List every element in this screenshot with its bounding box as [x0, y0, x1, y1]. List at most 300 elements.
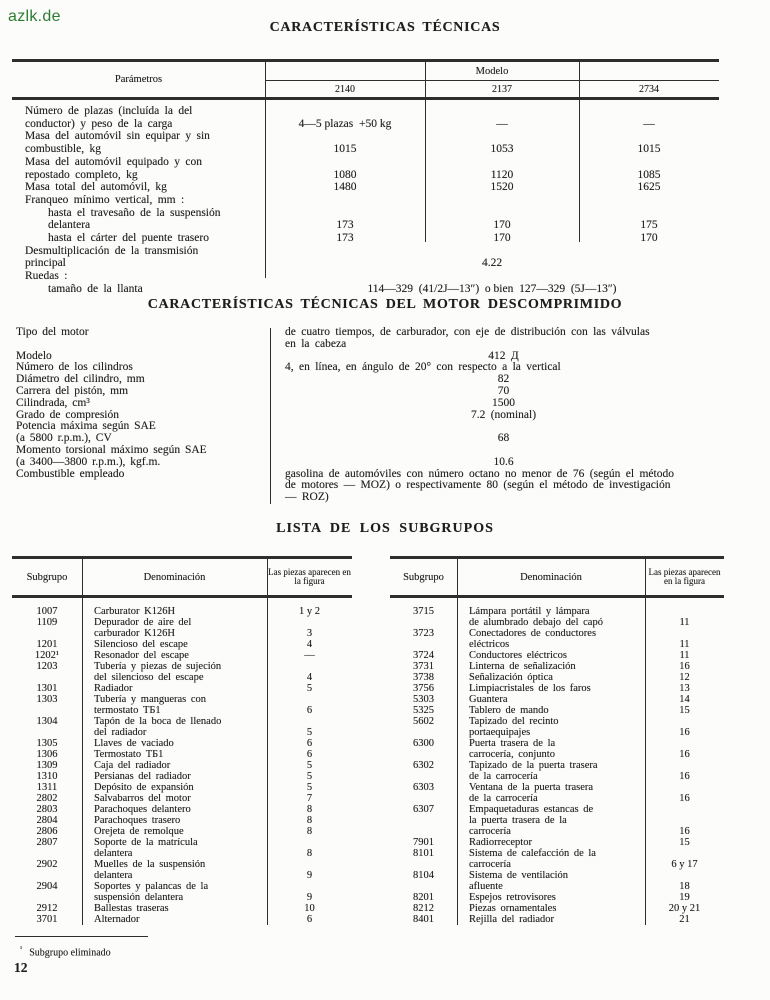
- name-line: la puerta trasera de la: [469, 815, 567, 826]
- figure-ref: 15: [679, 837, 690, 848]
- subgroup-number: 1201: [36, 639, 58, 650]
- subgroup-row: [12, 716, 352, 738]
- figure-ref: 19: [679, 892, 690, 903]
- subgroup-number: 1310: [36, 771, 58, 782]
- name-line: Tapizado del recinto: [469, 716, 559, 727]
- name-line: Radiorreceptor: [469, 837, 532, 848]
- name-line: de la carrocería: [469, 771, 538, 782]
- denomination-col-header: Denominación: [520, 571, 582, 583]
- row-value: —: [496, 117, 508, 130]
- subgroup-row: [12, 606, 352, 617]
- model-column-label: 2137: [492, 83, 512, 95]
- subgroup-row: [390, 716, 724, 738]
- spec-label: Tipo del motor: [16, 326, 89, 338]
- name-line: Persianas del radiador: [94, 771, 191, 782]
- subgroup-number: 1303: [36, 694, 58, 705]
- figure-ref: 7: [306, 793, 313, 804]
- table-row: [12, 232, 719, 245]
- row-label: [12, 130, 265, 155]
- subgroup-name: [457, 628, 645, 650]
- row-span-value: 4.22: [481, 257, 503, 270]
- name-line: eléctricos: [469, 639, 510, 650]
- name-line: Guantera: [469, 694, 508, 705]
- row-value: 1080: [333, 168, 357, 181]
- figure-ref: 5: [306, 683, 313, 694]
- subgroup-number: 8101: [413, 848, 434, 859]
- subgroup-number: 5325: [413, 705, 434, 716]
- figure-ref: 10: [304, 903, 315, 914]
- table-row: [12, 245, 719, 270]
- subgroup-name: [82, 914, 267, 925]
- name-line: Empaquetaduras estancas de: [469, 804, 594, 815]
- name-line: Tablero de mando: [469, 705, 549, 716]
- subgroup-number: 1301: [36, 683, 58, 694]
- subgroup-row: [12, 826, 352, 837]
- figure-ref: 13: [679, 683, 690, 694]
- subgroup-number: 8401: [413, 914, 434, 925]
- subgroup-row: [390, 870, 724, 892]
- subgroup-name: [457, 892, 645, 903]
- figure-ref: 9: [306, 870, 313, 881]
- spec-line: [16, 480, 722, 492]
- subgroup-row: [12, 815, 352, 826]
- figure-ref: 5: [306, 727, 313, 738]
- subgroup-row: [390, 760, 724, 782]
- name-line: Carburator K126H: [94, 606, 176, 617]
- label-line: Número de plazas (incluída la del: [25, 105, 193, 117]
- label-line: Masa total del automóvil, kg: [25, 181, 167, 194]
- name-line: Llaves de vaciado: [94, 738, 174, 749]
- subgroup-number: 1311: [36, 782, 58, 793]
- figure-ref: 8: [306, 804, 313, 815]
- figure-ref: 16: [679, 771, 690, 782]
- name-line: Linterna de señalización: [469, 661, 576, 672]
- name-line: Soporte de la matrícula: [94, 837, 198, 848]
- row-value: 1120: [490, 168, 514, 181]
- subgroup-row: [12, 793, 352, 804]
- subgroup-number: 3731: [413, 661, 434, 672]
- figure-ref: 5: [306, 771, 313, 782]
- subgroup-row: [390, 914, 724, 925]
- row-value: 1015: [333, 143, 357, 156]
- name-line: de la carrocería: [469, 793, 538, 804]
- subgroup-number: 3723: [413, 628, 434, 639]
- subgroup-row: [390, 738, 724, 760]
- column-divider: [265, 62, 266, 278]
- subgroup-name: [457, 760, 645, 782]
- subgroup-number: 6303: [413, 782, 434, 793]
- subgroup-number: 2804: [36, 815, 58, 826]
- subgroup-number: 2806: [36, 826, 58, 837]
- label-line: Franqueo mínimo vertical, mm :: [25, 193, 185, 206]
- motor-lines: [16, 327, 722, 504]
- subgroup-row: [12, 661, 352, 683]
- row-label: [12, 181, 265, 194]
- label-line: conductor) y peso de la carga: [25, 117, 173, 130]
- subgroup-row: [12, 914, 352, 925]
- figure-ref: 6: [306, 738, 313, 749]
- subgroup-row: [12, 639, 352, 650]
- name-line: delantera: [94, 870, 133, 881]
- tech-table-header: [12, 62, 719, 100]
- section2-title: CARACTERÍSTICAS TÉCNICAS DEL MOTOR DESCOMPRIMIDO: [147, 297, 623, 312]
- motor-specs: [16, 327, 722, 504]
- subgroup-row: [12, 771, 352, 782]
- subgroup-number: 1202¹: [34, 650, 60, 661]
- figure-ref: 8: [306, 815, 313, 826]
- subgroup-name: [82, 683, 267, 694]
- subgroup-row: [390, 628, 724, 650]
- spec-label: [16, 480, 270, 492]
- subgroup-name: [457, 661, 645, 672]
- figure-ref: 18: [679, 881, 690, 892]
- subgroup-name: [82, 606, 267, 617]
- table-row: [12, 207, 719, 232]
- page-number: 12: [14, 960, 28, 975]
- subgroup-number: 1306: [36, 749, 58, 760]
- figure-ref: 5: [306, 782, 313, 793]
- subgroup-name: [82, 881, 267, 903]
- column-divider: [425, 62, 426, 242]
- figure-ref: 4: [306, 639, 313, 650]
- subgroup-number: 1007: [36, 606, 58, 617]
- subgroup-name: [457, 738, 645, 760]
- subgroup-name: [457, 870, 645, 892]
- subgroup-row: [12, 804, 352, 815]
- subgroup-row: [12, 903, 352, 914]
- name-line: del silencioso del escape: [94, 672, 204, 683]
- name-line: Lámpara portátil y lámpara: [469, 606, 590, 617]
- figure-ref: —: [304, 650, 315, 661]
- name-line: de alumbrado debajo del capó: [469, 617, 603, 628]
- name-line: Depurador de aire del: [94, 617, 192, 628]
- subgroup-name: [82, 815, 267, 826]
- name-line: Sistema de ventilación: [469, 870, 569, 881]
- spec-label: Carrera del pistón, mm: [16, 384, 129, 397]
- figure-ref: 6 y 17: [671, 859, 698, 870]
- figure-ref: 16: [679, 749, 690, 760]
- figure-ref: 8: [306, 848, 313, 859]
- row-value: 175: [640, 219, 658, 232]
- spec-line: [16, 339, 722, 351]
- spec-line: [16, 398, 722, 410]
- figure-ref: 16: [679, 661, 690, 672]
- subgroup-number: 1305: [36, 738, 58, 749]
- table-row: [12, 181, 719, 194]
- table-row: [12, 283, 719, 296]
- name-line: Silencioso del escape: [94, 639, 188, 650]
- subgroup-number: 5303: [413, 694, 434, 705]
- figure-ref: 3: [306, 628, 313, 639]
- subgroup-name: [457, 782, 645, 804]
- subgroup-name: [457, 914, 645, 925]
- figure-ref: 4: [306, 672, 313, 683]
- subgroup-name: [457, 683, 645, 694]
- spec-value: 7.2 (nominal): [470, 408, 537, 421]
- row-value: 4—5 plazas +50 kg: [298, 117, 392, 130]
- subgroup-number: 1203: [36, 661, 58, 672]
- row-value: 1480: [333, 181, 357, 194]
- row-label: [12, 245, 265, 270]
- column-divider: [270, 328, 271, 504]
- figure-ref: 11: [679, 617, 690, 628]
- subgroup-row: [12, 650, 352, 661]
- figure-ref: 6: [306, 749, 313, 760]
- subgroup-name: [457, 903, 645, 914]
- name-line: Depósito de expansión: [94, 782, 194, 793]
- subgroup-number: 2912: [36, 903, 58, 914]
- subgroup-name: [82, 716, 267, 738]
- subgroup-number: 2803: [36, 804, 58, 815]
- subgroup-name: [457, 804, 645, 837]
- subgroup-number: 7901: [413, 837, 434, 848]
- name-line: Tubería y piezas de sujeción: [94, 661, 222, 672]
- label-line: hasta el travesaño de la suspensión: [48, 206, 221, 219]
- figure-ref: 11: [679, 639, 690, 650]
- subgroup-name: [82, 760, 267, 771]
- subgroup-number: 2902: [36, 859, 58, 870]
- subgroup-row: [390, 661, 724, 672]
- spec-line: [16, 386, 722, 398]
- subgroup-row: [390, 683, 724, 694]
- spec-label: Modelo: [16, 349, 52, 362]
- name-line: Puerta trasera de la: [469, 738, 556, 749]
- name-line: Piezas ornamentales: [469, 903, 557, 914]
- name-line: Salvabarros del motor: [94, 793, 191, 804]
- subgroup-name: [82, 749, 267, 760]
- tech-table-body: [12, 100, 719, 296]
- subgroup-row: [390, 694, 724, 705]
- row-value: 170: [493, 232, 511, 245]
- table-row: [12, 194, 719, 207]
- model-header-zone: [265, 62, 719, 97]
- subgroup-name: [82, 782, 267, 793]
- subgroup-row: [12, 760, 352, 771]
- figure-ref: 16: [679, 826, 690, 837]
- subgroup-number: 3756: [413, 683, 434, 694]
- spec-label: Cilindrada, cm³: [16, 396, 90, 409]
- spec-label: Grado de compresión: [16, 408, 119, 421]
- subgroup-row: [12, 837, 352, 859]
- spec-label: [16, 339, 270, 351]
- subgroup-row: [390, 705, 724, 716]
- subgroup-name: [82, 859, 267, 881]
- column-divider: [457, 556, 458, 925]
- spec-line: [16, 492, 722, 504]
- name-line: suspensión delantera: [94, 892, 184, 903]
- figure-ref: 8: [306, 826, 313, 837]
- subgroup-row: [12, 738, 352, 749]
- subgroup-row: [390, 606, 724, 628]
- subgroup-number: 5602: [413, 716, 434, 727]
- row-label: [12, 156, 265, 181]
- subgroup-row: [12, 617, 352, 639]
- footnote-text: Subgrupo eliminado: [29, 947, 111, 959]
- subgroup-name: [457, 705, 645, 716]
- subgroup-row: [390, 903, 724, 914]
- name-line: Muelles de la suspensión: [94, 859, 206, 870]
- subgroup-name: [457, 716, 645, 738]
- name-line: Resonador del escape: [94, 650, 189, 661]
- subgroup-name: [82, 650, 267, 661]
- subgroup-row: [390, 672, 724, 683]
- figure-ref: 12: [679, 672, 690, 683]
- name-line: Tapizado de la puerta trasera: [469, 760, 598, 771]
- spec-value: 1500: [492, 396, 515, 409]
- subgroup-number: 8104: [413, 870, 434, 881]
- subgroup-name: [457, 837, 645, 848]
- subgroup-name: [82, 771, 267, 782]
- subgroup-row: [390, 837, 724, 848]
- spec-label: (a 3400—3800 r.p.m.), kgf.m.: [16, 455, 161, 468]
- subgroup-number: 3715: [413, 606, 434, 617]
- row-label: [12, 232, 265, 245]
- subgroup-number: 2904: [36, 881, 58, 892]
- subgroup-name: [82, 694, 267, 716]
- spec-value: — ROZ): [285, 491, 329, 504]
- spec-label: Potencia máxima según SAE: [16, 420, 156, 433]
- subgroup-name: [82, 661, 267, 683]
- label-line: Ruedas :: [25, 270, 68, 283]
- subgroup-number: 6307: [413, 804, 434, 815]
- name-line: Espejos retrovisores: [469, 892, 556, 903]
- spec-value: de motores — MOZ) o respectivamente 80 (según el método de investigación: [285, 479, 671, 492]
- subgroup-name: [82, 617, 267, 639]
- name-line: Orejeta de remolque: [94, 826, 184, 837]
- column-divider: [267, 556, 268, 925]
- param-column-header: Parámetros: [114, 74, 163, 85]
- spec-value: de cuatro tiempos, de carburador, con eje de distribución con las válvulas: [285, 326, 650, 338]
- label-line: repostado completo, kg: [25, 168, 138, 181]
- subgroup-number: 8201: [413, 892, 434, 903]
- spec-label: Diámetro del cilindro, mm: [16, 373, 145, 386]
- row-value: 1520: [490, 181, 514, 194]
- row-label: [12, 283, 265, 296]
- figure-ref: 5: [306, 760, 313, 771]
- row-value: —: [643, 117, 655, 130]
- subgroup-row: [12, 881, 352, 903]
- label-line: delantera: [48, 219, 91, 232]
- row-value: 1085: [637, 168, 661, 181]
- row-label: [12, 207, 265, 232]
- subgroups-header: [390, 556, 724, 598]
- spec-value: [270, 421, 722, 433]
- name-line: Señalización óptica: [469, 672, 553, 683]
- name-line: del radiador: [94, 727, 147, 738]
- name-line: Sistema de calefacción de la: [469, 848, 596, 859]
- spec-label: [16, 492, 270, 504]
- footnote-rule: [15, 936, 148, 937]
- label-line: Masa del automóvil equipado y con: [25, 155, 202, 168]
- label-line: combustible, kg: [25, 143, 101, 156]
- label-line: hasta el cárter del puente trasero: [48, 232, 209, 245]
- subgroup-number: 2802: [36, 793, 58, 804]
- name-line: carrocería: [469, 859, 511, 870]
- subgroup-row: [390, 848, 724, 870]
- subgroups-body-left: [12, 598, 352, 925]
- model-header: Modelo: [265, 62, 719, 81]
- name-line: Conectadores de conductores: [469, 628, 597, 639]
- spec-value: [270, 445, 722, 457]
- name-line: delantera: [94, 848, 133, 859]
- subgroup-number: 6300: [413, 738, 434, 749]
- subgroup-row: [390, 804, 724, 837]
- spec-line: [16, 457, 722, 469]
- subgroup-name: [82, 826, 267, 837]
- name-line: Caja del radiador: [94, 760, 171, 771]
- tech-specs-table: [12, 59, 719, 296]
- figure-ref: 11: [679, 650, 690, 661]
- subgroups-header: [12, 556, 352, 598]
- table-row: [12, 130, 719, 155]
- subgroup-number: 3724: [413, 650, 434, 661]
- label-line: Masa del automóvil sin equipar y sin: [25, 130, 210, 143]
- column-divider: [645, 556, 646, 925]
- column-divider: [579, 62, 580, 242]
- subgroup-row: [390, 782, 724, 804]
- row-span-value: 114—329 (41/2J—13″) o bien 127—329 (5J—13″): [367, 282, 617, 295]
- name-line: Parachoques delantero: [94, 804, 191, 815]
- subgroup-name: [82, 793, 267, 804]
- subgroups-tables: [12, 556, 724, 925]
- model-column-label: 2734: [639, 83, 659, 95]
- subgroup-row: [12, 749, 352, 760]
- name-line: Radiador: [94, 683, 133, 694]
- name-line: Soportes y palancas de la: [94, 881, 209, 892]
- subgroup-name: [457, 650, 645, 661]
- spec-line: [16, 421, 722, 433]
- name-line: Tapón de la boca de llenado: [94, 716, 222, 727]
- column-divider: [82, 556, 83, 925]
- subgroups-table-right: [390, 556, 724, 925]
- spec-value: 412 Д: [488, 349, 519, 362]
- subgroup-number: 3738: [413, 672, 434, 683]
- name-line: Limpiacristales de los faros: [469, 683, 591, 694]
- spec-line: [16, 445, 722, 457]
- subgroup-row: [12, 683, 352, 694]
- figure-ref: 20 y 21: [668, 903, 701, 914]
- name-line: Ventana de la puerta trasera: [469, 782, 594, 793]
- row-value: 1625: [637, 181, 661, 194]
- spec-label: (a 5800 r.p.m.), CV: [16, 432, 112, 445]
- row-value: 1053: [490, 143, 514, 156]
- subgroup-number: 2807: [36, 837, 58, 848]
- subgroup-row: [12, 694, 352, 716]
- row-value: 173: [336, 219, 354, 232]
- footnote: [20, 944, 111, 958]
- model-column-label: 2140: [335, 83, 355, 95]
- row-label: [12, 270, 265, 283]
- spec-value: gasolina de automóviles con número octano no menor de 76 (según el método: [285, 467, 674, 480]
- subgroup-name: [82, 639, 267, 650]
- figure-col-header: Las piezas aparecen en la figura: [268, 566, 351, 586]
- subgroup-name: [457, 672, 645, 683]
- name-line: Tubería y mangueras con: [94, 694, 207, 705]
- subgroups-body-right: [390, 598, 724, 925]
- row-label: [12, 105, 265, 130]
- figure-ref: 14: [679, 694, 690, 705]
- figure-ref: 1 y 2: [299, 606, 320, 617]
- denomination-col-header: Denominación: [143, 571, 206, 583]
- name-line: termostato ТБ1: [94, 705, 161, 716]
- spec-label: Momento torsional máximo según SAE: [16, 443, 207, 456]
- spec-label: Combustible empleado: [16, 467, 125, 480]
- row-label: [12, 194, 265, 207]
- subgroup-number: 1304: [36, 716, 58, 727]
- name-line: Alternador: [94, 914, 140, 925]
- footnote-marker: ¹: [20, 944, 23, 953]
- subgroup-name: [82, 804, 267, 815]
